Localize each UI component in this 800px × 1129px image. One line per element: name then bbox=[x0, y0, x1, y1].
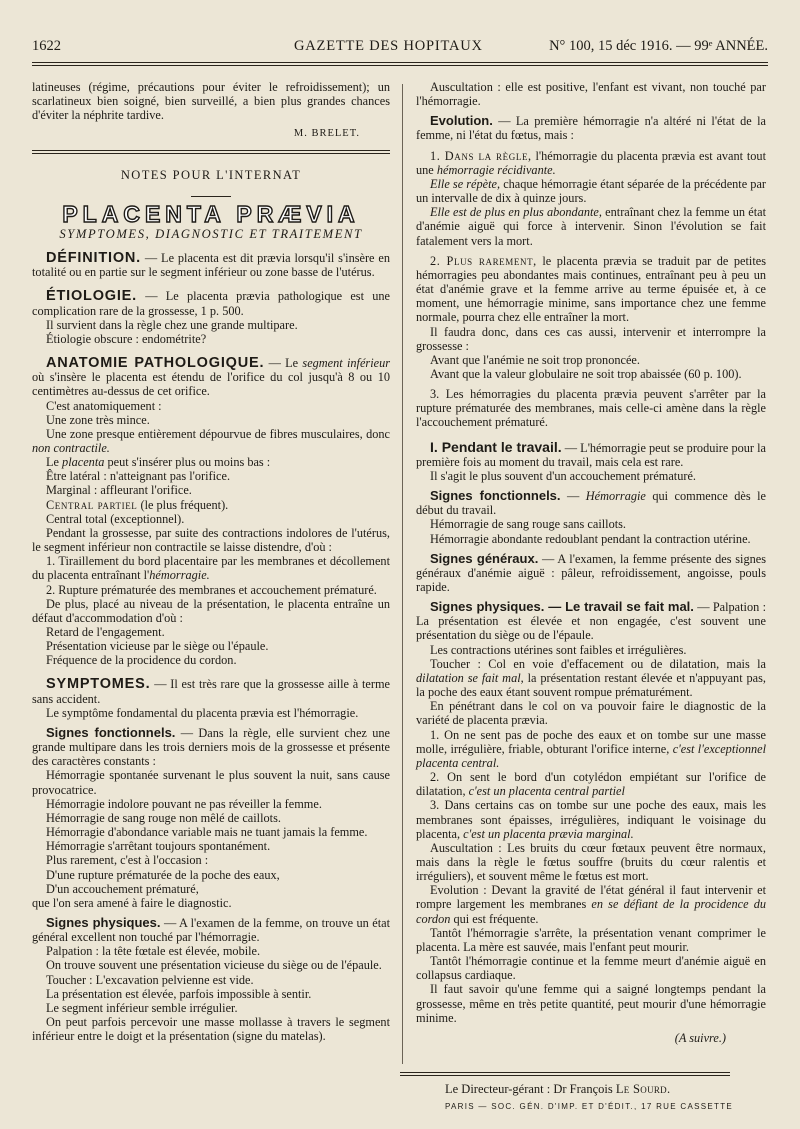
labor-paragraph: I. Pendant le travail. — L'hémorragie peut se produire pour la première fois au moment du travail, mais cela est rare. bbox=[416, 438, 766, 469]
paragraph: Avant que l'anémie ne soit trop prononcée. bbox=[430, 352, 640, 367]
paragraph: 2. Rupture prématurée des membranes et accouchement prématuré. bbox=[46, 582, 377, 597]
footer-rule-2 bbox=[400, 1075, 730, 1076]
paragraph: Auscultation : Les bruits du cœur fœtaux peuvent être normaux, mais dans la règle le fœtus souffre (bruits du cœur ralentis et irréguliers), et souvent même le fœtus est mort. bbox=[416, 840, 766, 884]
paragraph: Il s'agit le plus souvent d'un accouchement prématuré. bbox=[430, 468, 696, 483]
article-separator-2 bbox=[32, 153, 390, 154]
labor-physical-signs-heading: Signes physiques. bbox=[430, 599, 545, 615]
labor-functional-signs-heading: Signes fonctionnels. bbox=[430, 488, 561, 504]
paragraph: Avant que la valeur globulaire ne soit trop abaissée (60 p. 100). bbox=[430, 366, 742, 381]
to-be-continued: (A suivre.) bbox=[674, 1030, 726, 1045]
paragraph: Une zone très mince. bbox=[46, 412, 150, 427]
anatomy-heading: ANATOMIE PATHOLOGIQUE. bbox=[46, 355, 265, 372]
article-title: PLACENTA PRÆVIA bbox=[62, 200, 360, 227]
paragraph: Le segment inférieur semble irrégulier. bbox=[46, 1000, 238, 1015]
journal-title: GAZETTE DES HOPITAUX bbox=[294, 38, 483, 54]
paragraph: 3. Dans certains cas on tombe sur une poche des eaux, mais les membranes sont épaisses, irrégulières, indiquant le voisinage du placenta, c'est un placenta prævia marginal. bbox=[416, 798, 766, 841]
column-divider bbox=[402, 84, 403, 1064]
paragraph: On trouve souvent une présentation vicieuse du siège ou de l'épaule. bbox=[46, 958, 382, 973]
functional-signs-paragraph: Signes fonctionnels. — Dans la règle, elle survient chez une grande multipare dans les trois derniers mois de la grossesse et présente des caractères constants : bbox=[32, 724, 390, 769]
paragraph: Hémorragie spontanée survenant le plus souvent la nuit, sans cause provocatrice. bbox=[32, 768, 390, 797]
physical-signs-paragraph: Signes physiques. — A l'examen de la femme, on trouve un état général excellent non touché par l'hémorragie. bbox=[32, 914, 390, 945]
paragraph: Evolution : Devant la gravité de l'état général il faut intervenir et rompre largement les membranes en se défiant de la procidence du cordon qui est fréquente. bbox=[416, 883, 766, 926]
paragraph: Toucher : L'excavation pelvienne est vide. bbox=[46, 972, 254, 987]
previous-article-end: latineuses (régime, précautions pour éviter le refroidissement); un scarlatineux bien soigné, bien surveillé, a bien plus grandes chances d'éviter la néphrite tardive. bbox=[32, 80, 390, 123]
issue-info: N° 100, 15 déc 1916. — 99ᵉ ANNÉE. bbox=[549, 38, 768, 54]
header-rule-bottom bbox=[32, 65, 768, 66]
paragraph: Étiologie obscure : endométrite? bbox=[46, 331, 207, 346]
definition-paragraph: DÉFINITION. — Le placenta est dit prævia lorsqu'il s'insère en totalité ou en partie sur le segment inférieur ou zone basse de l'utérus. bbox=[32, 250, 390, 280]
article-subtitle: SYMPTOMES, DIAGNOSTIC ET TRAITEMENT bbox=[59, 226, 363, 241]
symptoms-paragraph: SYMPTOMES. — Il est très rare que la grossesse aille à terme sans accident. bbox=[32, 676, 390, 706]
paragraph: Pendant la grossesse, par suite des contractions indolores de l'utérus, le segment inférieur non contractile se laisse distendre, d'où : bbox=[32, 525, 390, 555]
paragraph: Toucher : Col en voie d'effacement ou de dilatation, mais la dilatation se fait mal, la présentation restant élevée et n'appuyant pas, la poche des eaux étant souvent rompue prématurément. bbox=[416, 656, 766, 700]
paragraph: Marginal : affleurant l'orifice. bbox=[46, 483, 192, 498]
paragraph: C'est anatomiquement : bbox=[46, 398, 162, 413]
paragraph: Palpation : la tête fœtale est élevée, mobile. bbox=[46, 944, 261, 959]
left-column bbox=[32, 80, 390, 1043]
paragraph: 1. On ne sent pas de poche des eaux et on tombe sur une masse molle, irrégulière, friable, obturant l'orifice interne, c'est l'exceptionnel placenta central. bbox=[416, 727, 766, 770]
symptoms-heading: SYMPTOMES. bbox=[46, 676, 151, 693]
paragraph: D'un accouchement prématuré, bbox=[46, 881, 199, 896]
paragraph: D'une rupture prématurée de la poche des eaux, bbox=[46, 867, 280, 882]
paragraph: Central total (exceptionnel). bbox=[46, 511, 185, 526]
paragraph: Être latéral : n'atteignant pas l'orifice. bbox=[46, 469, 231, 484]
etiology-heading: ÉTIOLOGIE. bbox=[46, 288, 137, 305]
paragraph: Hémorragie indolore pouvant ne pas réveiller la femme. bbox=[46, 796, 322, 811]
paragraph: De plus, placé au niveau de la présentation, le placenta entraîne un défaut d'accommodation d'où : bbox=[32, 596, 390, 625]
paragraph: Retard de l'engagement. bbox=[46, 625, 165, 639]
paragraph: Fréquence de la procidence du cordon. bbox=[46, 653, 237, 668]
section-label: NOTES POUR L'INTERNAT bbox=[120, 167, 302, 182]
paragraph: Hémorragie de sang rouge non mêlé de caillots. bbox=[46, 810, 281, 825]
previous-article-signature: M. BRELET. bbox=[293, 128, 360, 140]
paragraph: 1. Tiraillement du bord placentaire par les membranes et décollement du placenta entraînant l'hémorragie. bbox=[32, 554, 390, 583]
definition-heading: DÉFINITION. bbox=[46, 250, 141, 267]
footer-rule bbox=[400, 1072, 730, 1073]
paragraph: Hémorragie abondante redoublant pendant la contraction utérine. bbox=[430, 531, 751, 546]
paragraph: On peut parfois percevoir une masse mollasse à travers le segment inférieur entre le doigt et la présentation (signe du matelas). bbox=[32, 1015, 390, 1044]
right-column bbox=[416, 80, 766, 1045]
paragraph: Tantôt l'hémorragie s'arrête, la présentation venant comprimer le placenta. La mère est sauvée, mais l'enfant peut mourir. bbox=[416, 925, 766, 954]
evolution-heading: Evolution. bbox=[430, 113, 493, 129]
paragraph: Auscultation : elle est positive, l'enfant est vivant, non touché par l'hémorragie. bbox=[416, 80, 766, 109]
labor-physical-signs-paragraph: Signes physiques. — Le travail se fait mal. — Palpation : La présentation est élevée et non engagée, c'est souvent une présentation du siège ou de l'épaule. bbox=[416, 599, 766, 643]
header-rule-top bbox=[32, 62, 768, 63]
short-rule bbox=[191, 196, 231, 197]
paragraph: 3. Les hémorragies du placenta prævia peuvent s'arrêter par la rupture prématurée des membranes, mais celle-ci amène dans la règle l'accouchement prématuré. bbox=[416, 387, 766, 430]
page-footer bbox=[385, 1072, 785, 1111]
paragraph: Il faut savoir qu'une femme qui a saigné longtemps pendant la grossesse, même en très petite quantité, peut mourir d'une hémorragie minime. bbox=[416, 982, 766, 1025]
paragraph: Hémorragie s'arrêtant toujours spontanément. bbox=[46, 839, 271, 854]
general-signs-heading: Signes généraux. bbox=[430, 550, 539, 566]
article-separator bbox=[32, 150, 390, 151]
paragraph: que l'on sera amené à faire le diagnostic. bbox=[32, 895, 232, 910]
anatomy-paragraph: ANATOMIE PATHOLOGIQUE. — Le segment inférieur où s'insère le placenta est étendu de l'orifice du col jusqu'à 8 ou 10 centimètres au-dessus de cet orifice. bbox=[32, 355, 391, 399]
paragraph: Hémorragie de sang rouge sans caillots. bbox=[430, 517, 627, 532]
evolution-paragraph: Evolution. — La première hémorragie n'a altéré ni l'état de la femme, ni l'état du fœtus, mais : bbox=[416, 113, 766, 143]
paragraph: 2. Plus rarement, le placenta prævia se traduit par de petites hémorragies peu abondantes mais continues, entraînant peu à peu un état d'anémie grave et la femme arrive au terme épuisée et, à ce moment, une hémorragie minime, sans importance chez une femme normale, pourra chez elle entraîner la mort. bbox=[416, 253, 766, 325]
paragraph: Le placenta peut s'insérer plus ou moins bas : bbox=[46, 455, 271, 470]
paragraph: Plus rarement, c'est à l'occasion : bbox=[46, 853, 209, 868]
director-line: Le Directeur-gérant : Dr François Le Sourd. bbox=[445, 1082, 671, 1096]
labor-functional-signs-paragraph: Signes fonctionnels. — Hémorragie qui commence dès le début du travail. bbox=[416, 488, 766, 518]
paragraph: Elle est de plus en plus abondante, entraînant chez la femme un état d'anémie aiguë qui force à intervenir. Sinon l'évolution se fait fatalement vers la mort. bbox=[416, 205, 766, 248]
paragraph: En pénétrant dans le col on va pouvoir faire le diagnostic de la variété de placenta prævia. bbox=[416, 699, 766, 728]
paragraph: 2. On sent le bord d'un cotylédon empiétant sur l'orifice de dilatation, c'est un placenta central partiel bbox=[416, 770, 766, 799]
paragraph: La présentation est élevée, parfois impossible à sentir. bbox=[46, 986, 312, 1001]
running-head bbox=[32, 38, 768, 58]
etiology-paragraph: ÉTIOLOGIE. — Le placenta prævia pathologique est une complication rare de la grossesse, 1 p. 500. bbox=[32, 288, 390, 318]
general-signs-paragraph: Signes généraux. — A l'examen, la femme présente des signes généraux d'anémie aiguë : pâleur, refroidissement, angoisse, pouls rapide. bbox=[416, 550, 766, 594]
labor-heading: I. Pendant le travail. bbox=[430, 438, 562, 455]
paragraph: Le symptôme fondamental du placenta prævia est l'hémorragie. bbox=[46, 705, 359, 720]
physical-signs-heading: Signes physiques. bbox=[46, 914, 161, 930]
printer-imprint: PARIS — SOC. GÉN. D'IMP. ET D'ÉDIT., 17 RUE CASSETTE bbox=[445, 1102, 734, 1111]
paragraph: Une zone presque entièrement dépourvue de fibres musculaires, donc non contractile. bbox=[32, 426, 390, 455]
paragraph: Elle se répète, chaque hémorragie étant séparée de la précédente par un intervalle de dix à quinze jours. bbox=[416, 176, 766, 206]
paragraph: Il survient dans la règle chez une grande multipare. bbox=[46, 317, 298, 332]
paragraph: Il faudra donc, dans ces cas aussi, intervenir et interrompre la grossesse : bbox=[416, 324, 766, 353]
paragraph: 1. Dans la règle, l'hémorragie du placenta prævia est avant tout une hémorragie récidivante. bbox=[416, 148, 766, 177]
paragraph: Hémorragie d'abondance variable mais ne tuant jamais la femme. bbox=[46, 825, 368, 840]
paragraph: Présentation vicieuse par le siège ou l'épaule. bbox=[46, 639, 269, 654]
paragraph: Les contractions utérines sont faibles et irrégulières. bbox=[430, 642, 687, 657]
paragraph: Central partiel (le plus fréquent). bbox=[46, 497, 229, 512]
functional-signs-heading: Signes fonctionnels. bbox=[46, 724, 176, 740]
paragraph: Tantôt l'hémorragie continue et la femme meurt d'anémie aiguë en collapsus cardiaque. bbox=[416, 954, 766, 983]
page-number: 1622 bbox=[32, 38, 61, 54]
